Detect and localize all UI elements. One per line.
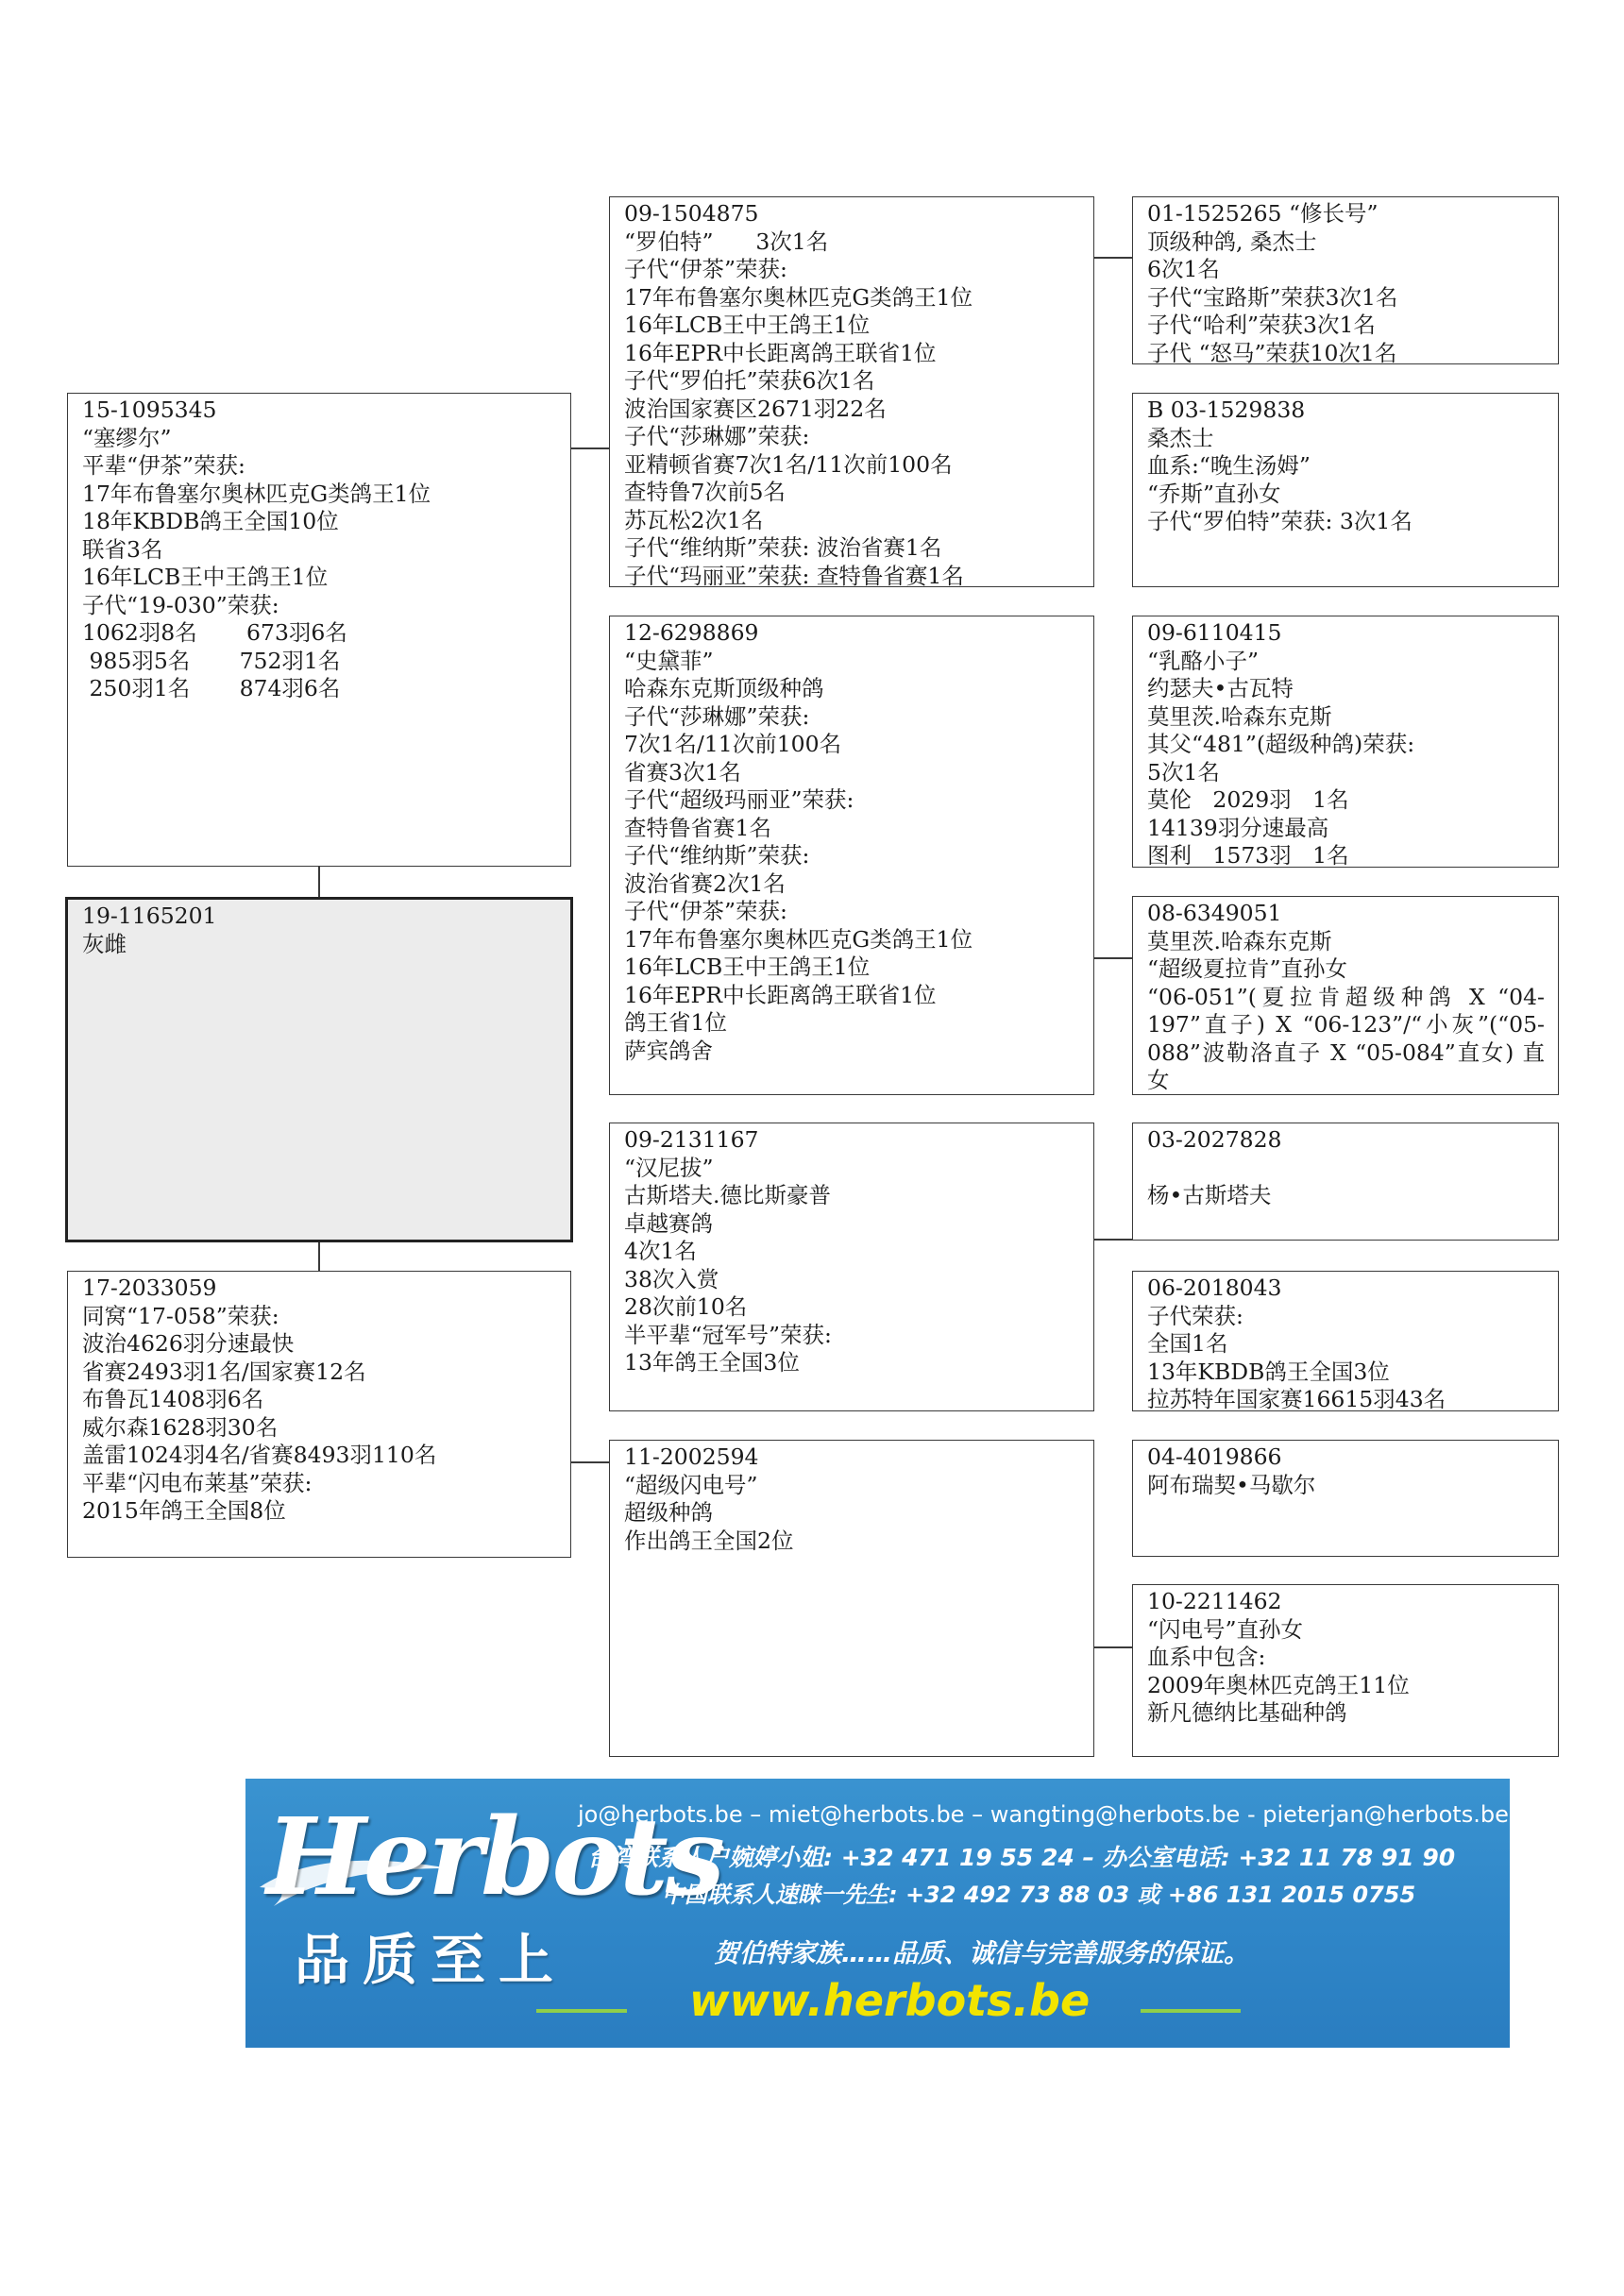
pedigree-line: 杨•古斯塔夫 bbox=[1147, 1182, 1272, 1208]
pedigree-line: 子代“伊茶”荣获: bbox=[624, 256, 787, 282]
pedigree-line: 子代“玛丽亚”荣获: 查特鲁省赛1名 bbox=[624, 562, 964, 587]
pedigree-line: “超级夏拉肯”直孙女 bbox=[1147, 955, 1348, 982]
pedigree-line: 子代“19-030”荣获: bbox=[82, 591, 279, 618]
pedigree-line: 超级种鸽 bbox=[624, 1499, 713, 1526]
contact-emails: jo@herbots.be – miet@herbots.be – wangting@herbots.be - pieterjan@herbots.be bbox=[578, 1801, 1509, 1828]
pedigree-line: 查特鲁省赛1名 bbox=[624, 814, 771, 841]
pedigree-line: 13年鸽王全国3位 bbox=[624, 1349, 800, 1376]
pedigree-line: 38次入赏 bbox=[624, 1265, 719, 1292]
connector bbox=[1093, 257, 1133, 259]
pedigree-line: 莫伦 2029羽 1名 bbox=[1147, 786, 1349, 813]
pedigree-line: 盖雷1024羽4名/省赛8493羽110名 bbox=[82, 1442, 437, 1468]
pedigree-line: 28次前10名 bbox=[624, 1293, 748, 1320]
pedigree-line: 半平辈“冠军号”荣获: bbox=[624, 1321, 832, 1348]
pedigree-line: 17年布鲁塞尔奥林匹克G类鸽王1位 bbox=[624, 925, 973, 953]
pedigree-line: 苏瓦松2次1名 bbox=[624, 506, 764, 533]
ds-dam-box bbox=[1132, 1271, 1559, 1411]
pedigree-line: 灰雌 bbox=[82, 930, 127, 957]
pedigree-line: 1062羽8名 673羽6名 bbox=[82, 619, 347, 646]
pedigree-line: 新凡德纳比基础种鸽 bbox=[1147, 1699, 1347, 1726]
pedigree-line: 波治4626羽分速最快 bbox=[82, 1330, 295, 1357]
sire-dam-box bbox=[609, 616, 1094, 1095]
pedigree-line: 18年KBDB鸽王全国10位 bbox=[82, 508, 339, 534]
accent-bar-left bbox=[536, 2009, 627, 2013]
pedigree-line: 17年布鲁塞尔奥林匹克G类鸽王1位 bbox=[624, 283, 973, 311]
herbots-banner bbox=[245, 1779, 1510, 2048]
pedigree-line: “史黛菲” bbox=[624, 647, 714, 674]
connector bbox=[570, 447, 610, 449]
pedigree-line: 布鲁瓦1408羽6名 bbox=[82, 1386, 264, 1412]
pedigree-line: 拉苏特年国家赛16615羽43名 bbox=[1147, 1386, 1446, 1411]
ring-number: 01-1525265 “修长号” bbox=[1147, 200, 1379, 227]
pedigree-line: 16年LCB王中王鸽王1位 bbox=[624, 954, 871, 980]
sire-sire-box bbox=[609, 196, 1094, 587]
connector bbox=[1093, 1239, 1133, 1241]
pedigree-line: 子代“罗伯特”荣获: 3次1名 bbox=[1147, 508, 1413, 534]
ring-number: 08-6349051 bbox=[1147, 900, 1282, 926]
connector bbox=[1093, 957, 1133, 959]
pedigree-line: 联省3名 bbox=[82, 535, 163, 563]
pedigree-line: 图利 1573羽 1名 bbox=[1147, 842, 1349, 868]
pedigree-line: “超级闪电号” bbox=[624, 1471, 758, 1498]
pedigree-line: 同窝“17-058”荣获: bbox=[82, 1302, 279, 1329]
accent-bar-right bbox=[1141, 2009, 1241, 2013]
pedigree-line: 萨宾鸽舍 bbox=[624, 1037, 713, 1064]
pedigree-line: “罗伯特” 3次1名 bbox=[624, 228, 829, 255]
pedigree-line: 其父“481”(超级种鸽)荣获: bbox=[1147, 731, 1415, 757]
ring-number: 09-1504875 bbox=[624, 200, 759, 227]
ring-number: 03-2027828 bbox=[1147, 1126, 1282, 1153]
connector bbox=[318, 865, 320, 899]
connector bbox=[318, 1241, 320, 1273]
pedigree-line: 古斯塔夫.德比斯豪普 bbox=[624, 1182, 831, 1208]
pedigree-line: 17年布鲁塞尔奥林匹克G类鸽王1位 bbox=[82, 480, 431, 507]
pedigree-line: 鸽王省1位 bbox=[624, 1009, 727, 1036]
pedigree-line: 子代荣获: bbox=[1147, 1302, 1243, 1329]
pedigree-line: 平辈“伊茶”荣获: bbox=[82, 452, 245, 479]
pedigree-line: 省赛3次1名 bbox=[624, 758, 741, 785]
ss-sire-box bbox=[1132, 196, 1559, 364]
dd-sire-box bbox=[1132, 1440, 1559, 1557]
pedigree-line: 985羽5名 752羽1名 bbox=[82, 647, 341, 674]
pedigree-line: 子代“维纳斯”荣获: 波治省赛1名 bbox=[624, 534, 942, 561]
pedigree-line: 子代“维纳斯”荣获: bbox=[624, 842, 810, 869]
pedigree-line: 作出鸽王全国2位 bbox=[624, 1527, 794, 1554]
pedigree-line: 威尔森1628羽30名 bbox=[82, 1413, 279, 1441]
connector bbox=[1093, 1646, 1133, 1648]
pedigree-line: 13年KBDB鸽王全国3位 bbox=[1147, 1358, 1390, 1385]
pedigree-line: 4次1名 bbox=[624, 1238, 697, 1264]
ring-number: 19-1165201 bbox=[82, 903, 217, 929]
ss-dam-box bbox=[1132, 393, 1559, 587]
website-link[interactable]: www.herbots.be bbox=[689, 1975, 1091, 2026]
pedigree-line: 子代 “怒马”荣获10次1名 bbox=[1147, 339, 1397, 364]
herbots-logo: Herbots bbox=[266, 1796, 722, 1919]
pedigree-line: 子代“莎琳娜”荣获: bbox=[624, 423, 810, 449]
pedigree-line: 波治省赛2次1名 bbox=[624, 869, 786, 897]
ring-number: 17-2033059 bbox=[82, 1275, 217, 1301]
taiwan-contact: 台湾联系人户婉婷小姐: +32 471 19 55 24 – 办公室电话: +32 11 78 91 90 bbox=[587, 1844, 1456, 1871]
pedigree-line: 16年EPR中长距离鸽王联省1位 bbox=[624, 339, 937, 366]
pedigree-line: “乔斯”直孙女 bbox=[1147, 480, 1281, 507]
sire-box bbox=[67, 393, 571, 867]
pedigree-line: “闪电号”直孙女 bbox=[1147, 1615, 1304, 1643]
connector bbox=[570, 1461, 610, 1463]
pedigree-line: 顶级种鸽, 桑杰士 bbox=[1147, 228, 1317, 255]
ring-number: 09-6110415 bbox=[1147, 619, 1282, 646]
pedigree-line: “塞缪尔” bbox=[82, 424, 172, 451]
ring-number: 11-2002594 bbox=[624, 1443, 759, 1470]
pedigree-line: 5次1名 bbox=[1147, 758, 1220, 785]
pedigree-line: 莫里茨.哈森东克斯 bbox=[1147, 702, 1332, 730]
pedigree-line: 子代“哈利”荣获3次1名 bbox=[1147, 312, 1376, 338]
dd-dam-box bbox=[1132, 1584, 1559, 1757]
pedigree-line: “乳酪小子” bbox=[1147, 647, 1260, 674]
pedigree-line: 子代“超级玛丽亚”荣获: bbox=[624, 786, 854, 813]
sd-sire-box bbox=[1132, 616, 1559, 868]
pedigree-line: 14139羽分速最高 bbox=[1147, 814, 1329, 841]
ring-number: 10-2211462 bbox=[1147, 1588, 1282, 1614]
pedigree-line: “06-051”(夏拉肯超级种鸽 X “04-197”直子) X “06-123”/“小灰”(“05-088”波勒洛直子 X “05-084”直女) 直女 bbox=[1147, 983, 1545, 1093]
pedigree-line: 血系:“晚生汤姆” bbox=[1147, 452, 1311, 479]
ring-number: B 03-1529838 bbox=[1147, 397, 1306, 423]
pedigree-line: 查特鲁7次前5名 bbox=[624, 479, 786, 505]
pedigree-line: 波治国家赛区2671羽22名 bbox=[624, 395, 887, 422]
ring-number: 15-1095345 bbox=[82, 397, 217, 423]
pedigree-line: 莫里茨.哈森东克斯 bbox=[1147, 927, 1332, 954]
pedigree-line: 全国1名 bbox=[1147, 1330, 1228, 1357]
dam-sire-box bbox=[609, 1123, 1094, 1411]
pedigree-line: 桑杰士 bbox=[1147, 424, 1214, 451]
pedigree-line: “汉尼拔” bbox=[624, 1154, 714, 1181]
pedigree-line: 6次1名 bbox=[1147, 256, 1220, 282]
guarantee-text: 贺伯特家族……品质、诚信与完善服务的保证。 bbox=[714, 1939, 1249, 1968]
pedigree-line: 250羽1名 874羽6名 bbox=[82, 675, 341, 701]
pedigree-line: 约瑟夫•古瓦特 bbox=[1147, 675, 1294, 701]
ds-sire-box bbox=[1132, 1123, 1559, 1241]
pedigree-line: 2009年奥林匹克鸽王11位 bbox=[1147, 1671, 1410, 1698]
pedigree-line: 16年EPR中长距离鸽王联省1位 bbox=[624, 981, 937, 1008]
dam-box bbox=[67, 1271, 571, 1558]
dam-dam-box bbox=[609, 1440, 1094, 1757]
ring-number: 12-6298869 bbox=[624, 619, 759, 646]
pedigree-line: 亚精顿省赛7次1名/11次前100名 bbox=[624, 450, 953, 478]
ring-number: 06-2018043 bbox=[1147, 1275, 1282, 1301]
pedigree-line: 平辈“闪电布莱基”荣获: bbox=[82, 1469, 313, 1496]
pedigree-line: 卓越赛鸽 bbox=[624, 1209, 713, 1237]
pedigree-line: 7次1名/11次前100名 bbox=[624, 731, 842, 757]
pedigree-line: 阿布瑞契•马歇尔 bbox=[1147, 1471, 1316, 1498]
pedigree-line: 子代“罗伯托”荣获6次1名 bbox=[624, 367, 875, 394]
slogan: 品质至上 bbox=[295, 1928, 567, 1992]
pedigree-line: 省赛2493羽1名/国家赛12名 bbox=[82, 1358, 366, 1385]
china-contact: 中国联系人速睐一先生: +32 492 73 88 03 或 +86 131 2015 0755 bbox=[662, 1882, 1416, 1908]
pedigree-line: 哈森东克斯顶级种鸽 bbox=[624, 675, 824, 701]
pedigree-line: 子代“伊茶”荣获: bbox=[624, 898, 787, 924]
pedigree-line: 血系中包含: bbox=[1147, 1644, 1266, 1670]
pedigree-line bbox=[1147, 1155, 1545, 1183]
pedigree-line: 16年LCB王中王鸽王1位 bbox=[624, 312, 871, 338]
ring-number: 09-2131167 bbox=[624, 1126, 759, 1153]
sd-dam-box bbox=[1132, 896, 1559, 1095]
subject-box bbox=[65, 897, 573, 1242]
pedigree-line: 子代“莎琳娜”荣获: bbox=[624, 702, 810, 730]
ring-number: 04-4019866 bbox=[1147, 1443, 1282, 1470]
pedigree-line: 子代“宝路斯”荣获3次1名 bbox=[1147, 283, 1398, 311]
pedigree-line: 16年LCB王中王鸽王1位 bbox=[82, 564, 329, 590]
pedigree-line: 2015年鸽王全国8位 bbox=[82, 1497, 286, 1524]
